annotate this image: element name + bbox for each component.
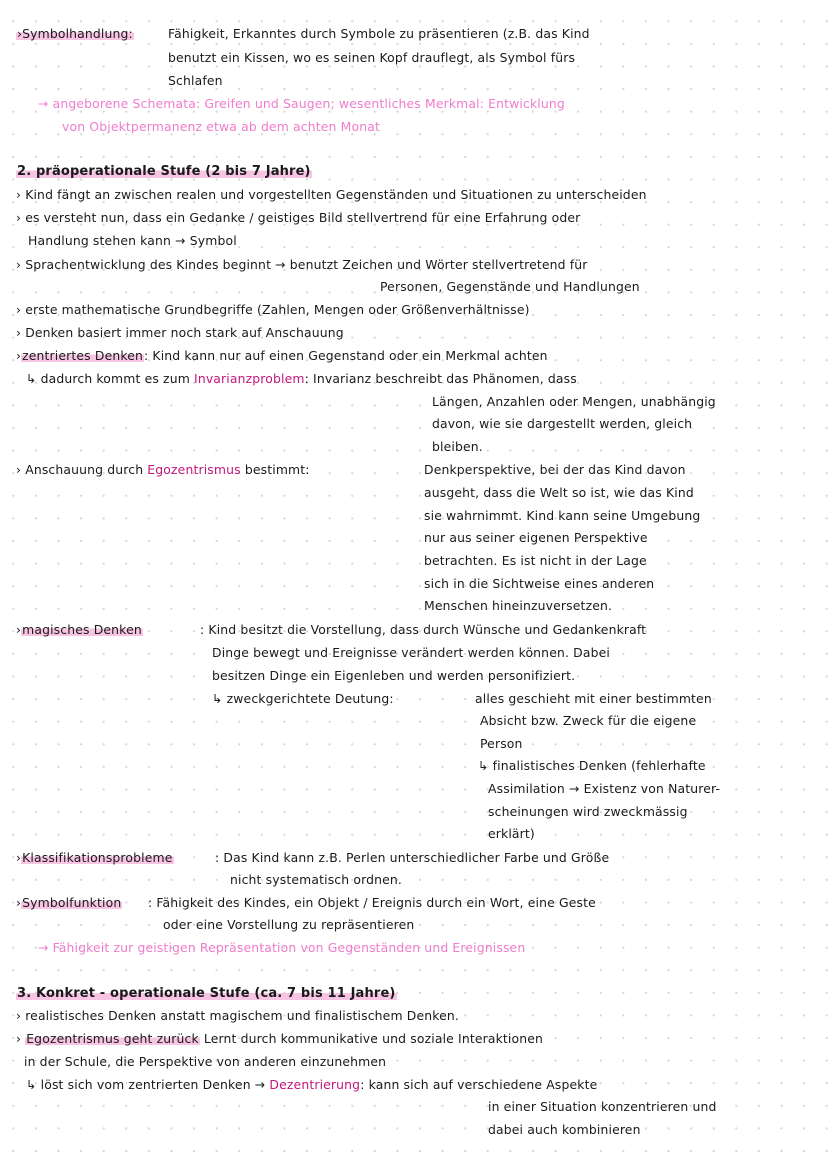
stage3-egozentrismus-line: › Egozentrismus geht zurück Lernt durch kommunikative und soziale Interaktionen <box>16 1031 544 1046</box>
magisches-denken-term: magisches Denken <box>22 622 142 637</box>
egozentrismus-def-6: sich in die Sichtweise eines anderen <box>424 576 655 591</box>
dezentrierung-line: ↳ löst sich vom zentrierten Denken → Dezentrierung: kann sich auf verschiedene Aspekte <box>26 1077 598 1092</box>
klassifikation-def-1: : Das Kind kann z.B. Perlen unterschiedlicher Farbe und Größe <box>215 850 610 865</box>
stage2-bullet-1: › Kind fängt an zwischen realen und vorgestellten Gegenständen und Situationen zu unterscheiden <box>16 187 647 202</box>
symbolhandlung-line-1 <box>16 26 134 42</box>
klassifikationsprobleme-term: Klassifikationsprobleme <box>22 850 173 865</box>
symbolhandlung-term: ›Symbolhandlung: <box>17 26 133 41</box>
dezentrierung-def-2: in einer Situation konzentrieren und <box>488 1099 717 1114</box>
finalistisches-denken-4: erklärt) <box>488 826 535 841</box>
symbolfunktion-def-1: : Fähigkeit des Kindes, ein Objekt / Ereignis durch ein Wort, eine Geste <box>148 895 596 910</box>
invarianz-line-3: davon, wie sie dargestellt werden, gleich <box>432 416 693 431</box>
stage2-bullet-2-line-2: Handlung stehen kann → Symbol <box>28 233 237 248</box>
magisches-denken-line: ›magisches Denken <box>16 622 142 637</box>
magisches-denken-def-3: besitzen Dinge ein Eigenleben und werden personifiziert. <box>212 668 576 683</box>
egozentrismus-def-1: Denkperspektive, bei der das Kind davon <box>424 462 686 477</box>
stage2-bullet-2-line-1: › es versteht nun, dass ein Gedanke / geistiges Bild stellvertrend für eine Erfahrung oder <box>16 210 581 225</box>
magisches-denken-def-2: Dinge bewegt und Ereignisse verändert werden können. Dabei <box>212 645 610 660</box>
stage2-bullet-5: › Denken basiert immer noch stark auf Anschauung <box>16 325 344 340</box>
egozentrismus-def-5: betrachten. Es ist nicht in der Lage <box>424 553 647 568</box>
stage2-heading: 2. präoperationale Stufe (2 bis 7 Jahre) <box>17 164 311 179</box>
magisches-denken-def-1: : Kind besitzt die Vorstellung, dass durch Wünsche und Gedankenkraft <box>200 622 647 637</box>
egozentrismus-def-4: nur aus seiner eigenen Perspektive <box>424 530 648 545</box>
symbolfunktion-line: ›Symbolfunktion <box>16 895 122 910</box>
stage2-bullet-3-line-1: › Sprachentwicklung des Kindes beginnt → benutzt Zeichen und Wörter stellvertretend für <box>16 257 588 272</box>
zentriertes-denken-term: zentriertes Denken <box>22 348 144 363</box>
stage3-bullet-1: › realistisches Denken anstatt magischem und finalistischem Denken. <box>16 1008 459 1023</box>
pink-annotation-schemata-2: von Objektpermanenz etwa ab dem achten Monat <box>62 119 380 134</box>
egozentrismus-line: › Anschauung durch Egozentrismus bestimmt: <box>16 462 310 477</box>
finalistisches-denken-3: scheinungen wird zweckmässig <box>488 804 688 819</box>
klassifikation-line: ›Klassifikationsprobleme <box>16 850 173 865</box>
symbolfunktion-term: Symbolfunktion <box>22 895 122 910</box>
egozentrismus-def-3: sie wahrnimmt. Kind kann seine Umgebung <box>424 508 701 523</box>
zentriertes-denken-line: ›zentriertes Denken: Kind kann nur auf einen Gegenstand oder ein Merkmal achten <box>16 348 548 363</box>
pink-annotation-repraesentation: → Fähigkeit zur geistigen Repräsentation von Gegenständen und Ereignissen <box>38 940 526 955</box>
stage3-heading: 3. Konkret - operationale Stufe (ca. 7 bis 11 Jahre) <box>17 986 396 1001</box>
zweckgerichtete-deutung-def-2: Absicht bzw. Zweck für die eigene <box>480 713 697 728</box>
invarianz-line-1: ↳ dadurch kommt es zum Invarianzproblem: Invarianz beschreibt das Phänomen, dass <box>26 371 577 386</box>
symbolhandlung-def-2: benutzt ein Kissen, wo es seinen Kopf drauflegt, als Symbol fürs <box>168 50 576 65</box>
dezentrierung-term: Dezentrierung <box>269 1077 361 1092</box>
zweckgerichtete-deutung-def-1: alles geschieht mit einer bestimmten <box>475 691 712 706</box>
egozentrismus-geht-zurueck-term: Egozentrismus geht zurück <box>26 1031 199 1046</box>
egozentrismus-def-7: Menschen hineinzuversetzen. <box>424 598 613 613</box>
stage2-bullet-3-line-2: Personen, Gegenstände und Handlungen <box>380 279 640 294</box>
symbolfunktion-def-2: oder eine Vorstellung zu repräsentieren <box>163 917 415 932</box>
symbolhandlung-def-1: Fähigkeit, Erkanntes durch Symbole zu präsentieren (z.B. das Kind <box>168 26 590 41</box>
klassifikation-def-2: nicht systematisch ordnen. <box>230 872 402 887</box>
finalistisches-denken-2: Assimilation → Existenz von Naturer- <box>488 781 721 796</box>
finalistisches-denken-1: ↳ finalistisches Denken (fehlerhafte <box>478 758 706 773</box>
stage2-bullet-4: › erste mathematische Grundbegriffe (Zahlen, Mengen oder Größenverhältnisse) <box>16 302 530 317</box>
egozentrismus-term: Egozentrismus <box>147 462 241 477</box>
invarianz-line-2: Längen, Anzahlen oder Mengen, unabhängig <box>432 394 716 409</box>
zweckgerichtete-deutung-def-3: Person <box>480 736 523 751</box>
dezentrierung-def-3: dabei auch kombinieren <box>488 1122 641 1137</box>
invarianz-line-4: bleiben. <box>432 439 483 454</box>
zweckgerichtete-deutung-label: ↳ zweckgerichtete Deutung: <box>212 691 394 706</box>
stage3-egozentrismus-line-2: in der Schule, die Perspektive von anderen einzunehmen <box>24 1054 387 1069</box>
invarianzproblem-term: Invarianzproblem <box>194 371 305 386</box>
pink-annotation-schemata-1: → angeborene Schemata: Greifen und Saugen; wesentliches Merkmal: Entwicklung <box>38 96 565 111</box>
symbolhandlung-def-3: Schlafen <box>168 73 223 88</box>
egozentrismus-def-2: ausgeht, dass die Welt so ist, wie das Kind <box>424 485 694 500</box>
